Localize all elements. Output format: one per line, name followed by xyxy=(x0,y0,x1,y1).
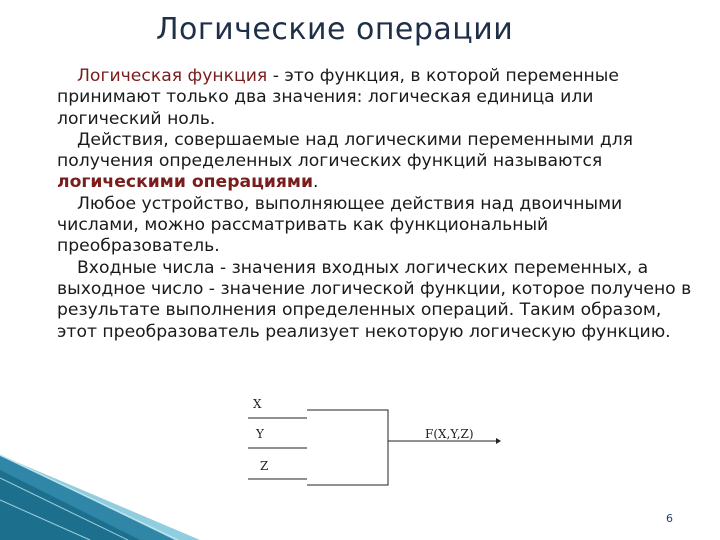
term-logical-function: Логическая функция xyxy=(77,66,268,86)
paragraph-3: Любое устройство, выполняющее действия над двоичными числами, можно рассматривать как функциональный преобразователь. xyxy=(57,193,623,257)
paragraph-1-text: - это функция, в которой переменные принимают только два значения: логическая единица или логический ноль. xyxy=(57,66,619,129)
page-number: 6 xyxy=(666,512,673,525)
input-y-label: Y xyxy=(256,427,264,441)
term-logical-operations: логическими операциями xyxy=(57,172,313,193)
paragraph-2-text: Действия, совершаемые над логическими переменными для получения определенных логических функций называются xyxy=(57,129,634,172)
converter-box xyxy=(307,410,388,485)
input-x-label: X xyxy=(253,397,262,411)
paragraph-2-end: . xyxy=(313,172,319,193)
output-arrow-icon xyxy=(496,438,501,444)
slide-title: Логические операции xyxy=(156,12,514,47)
input-z-label: Z xyxy=(260,459,269,473)
output-label: F(X,Y,Z) xyxy=(425,427,474,441)
paragraph-4: Входные числа - значения входных логических переменных, а выходное число - значение логической функции, которое получено в результате выполнения определенных операций. Таким образом, этот преобразователь реализует некоторую логическую функцию. xyxy=(57,257,692,342)
